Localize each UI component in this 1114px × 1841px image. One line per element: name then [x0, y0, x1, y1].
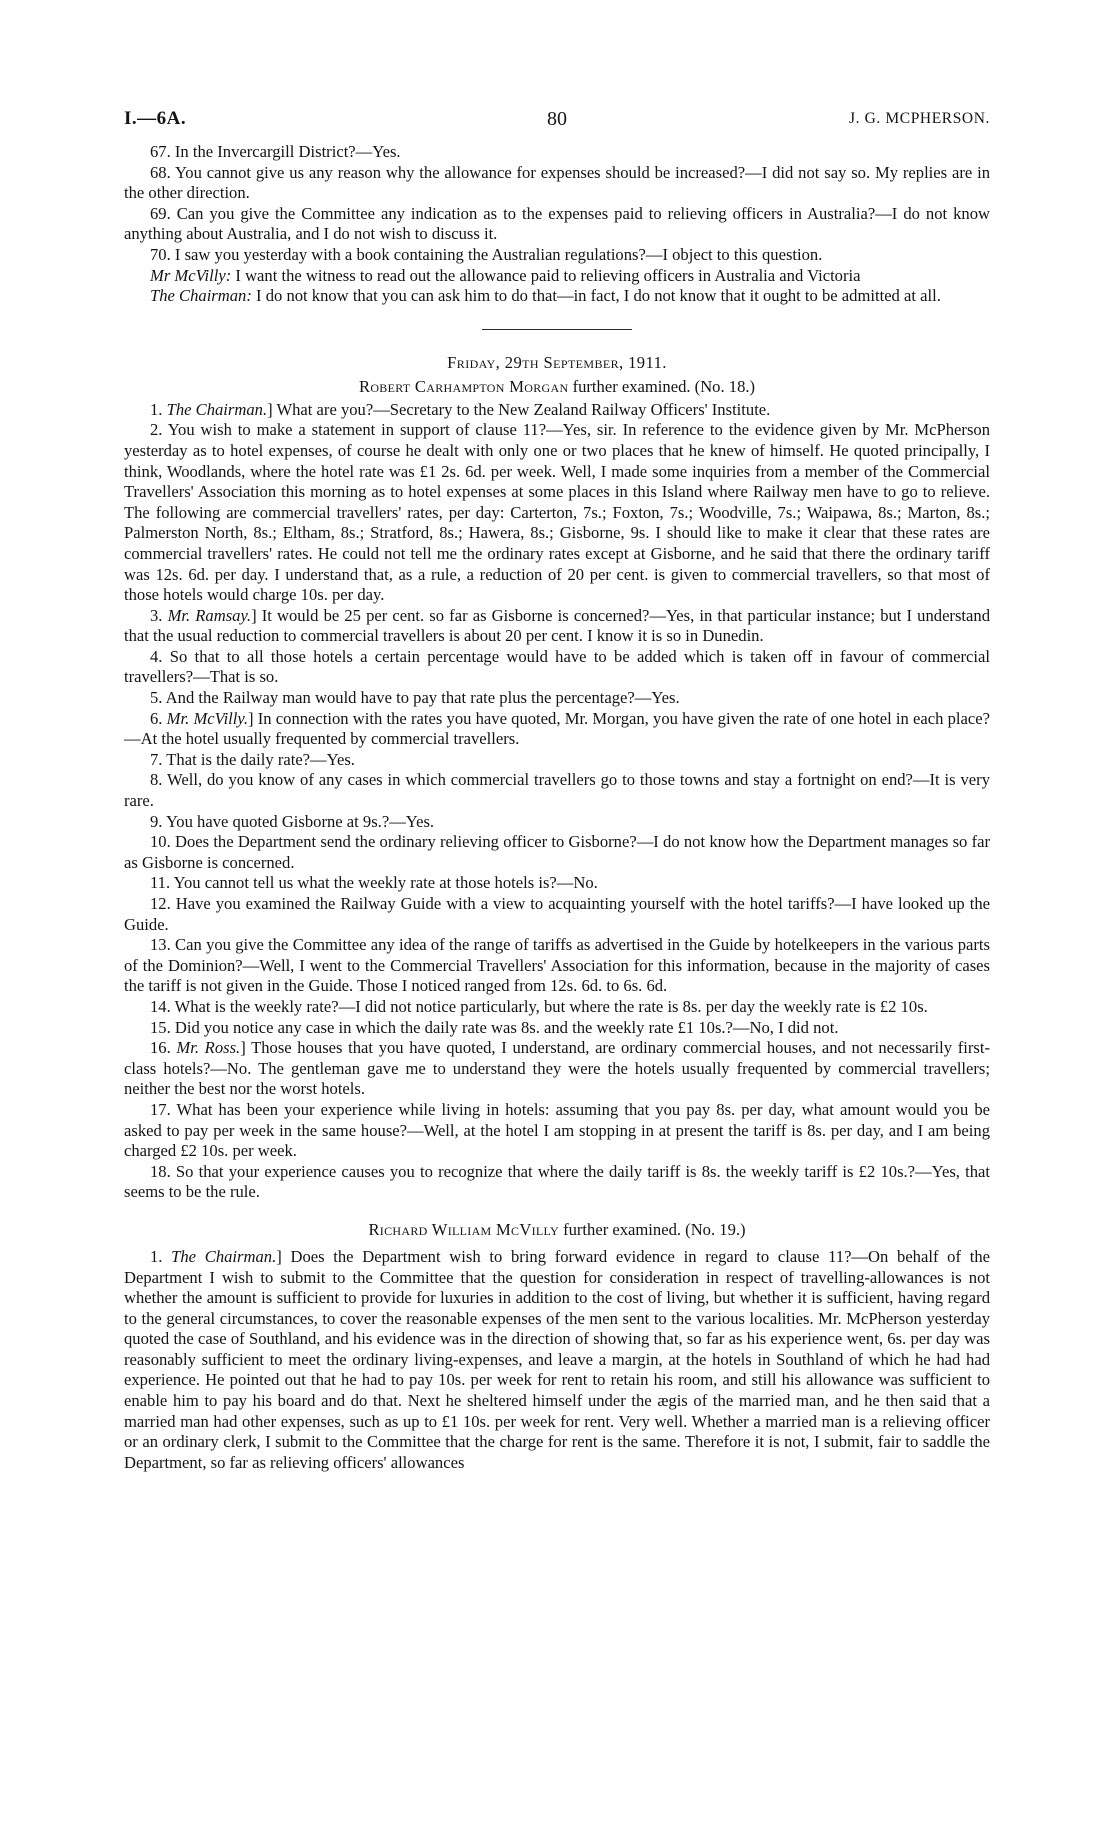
- question-number: 1.: [150, 399, 167, 419]
- paragraph-text: 8. Well, do you know of any cases in which commercial travellers go to those towns and stay a fortnight on end?—It is very rare.: [124, 770, 990, 811]
- speaker-name: Mr. Ramsay.: [167, 605, 252, 625]
- paragraph-text: 9. You have quoted Gisborne at 9s.?—Yes.: [150, 811, 435, 831]
- question-number: 1.: [150, 1246, 172, 1266]
- evidence-paragraph: [124, 420, 990, 605]
- page-number: 80: [547, 108, 567, 130]
- evidence-paragraph: [124, 400, 990, 421]
- page-header: [124, 108, 990, 142]
- evidence-section-mcpherson: [124, 142, 990, 307]
- witness-name: Robert Carhampton Morgan: [358, 376, 569, 396]
- paragraph-text: 69. Can you give the Committee any indication as to the expenses paid to relieving officers in Australia?—I do not know anything about Australia, and I do not wish to discuss it.: [124, 203, 990, 244]
- paragraph-text: ] Does the Department wish to bring forward evidence in regard to clause 11?—On behalf of the Department I wish to submit to the Committee that the question for consideration in respect of travelling-allowances is not whether the amount is sufficient to provide for luxuries in addition to the cost of living, but whether it is sufficient, having regard to the general circumstances, to cover the reasonable expenses of the men sent to the various localities. Mr. McPherson yesterday quoted the case of Southland, and his evidence was in the direction of showing that, so far as his experience went, 6s. per day was reasonably sufficient to meet the ordinary living-expenses, and leave a margin, at the hotels in Southland of which he had had experience. He pointed out that he had to pay 10s. per week for rent to retain his room, and still his allowance was sufficient to enable him to pay his board and do that. Next he sheltered himself under the ægis of the married man, and he then said that a married man had other expenses, such as up to £1 10s. per week for rent. Very well. Whether a married man is a relieving officer or an ordinary clerk, I submit to the Committee that the charge for rent is the same. Therefore it is not, I submit, fair to saddle the Department, so far as relieving officers' allowances: [124, 1246, 990, 1472]
- document-reference: I.—6A.: [124, 108, 187, 129]
- paragraph-text: ] What are you?—Secretary to the New Zealand Railway Officers' Institute.: [267, 399, 771, 419]
- section-divider: [482, 329, 632, 330]
- paragraph-text: ] It would be 25 per cent. so far as Gisborne is concerned?—Yes, in that particular instance; but I understand that the usual reduction to commercial travellers is about 20 per cent. I know it is so in Dunedin.: [124, 605, 990, 646]
- evidence-paragraph: [124, 935, 990, 997]
- witness-heading-morgan: [124, 376, 990, 398]
- witness-heading-mcvilly: [124, 1219, 990, 1241]
- evidence-paragraph: [124, 204, 990, 245]
- evidence-section-morgan: [124, 400, 990, 1203]
- paragraph-text: 70. I saw you yesterday with a book containing the Australian regulations?—I object to this question.: [150, 244, 823, 264]
- question-number: 16.: [150, 1038, 177, 1058]
- paragraph-text: 11. You cannot tell us what the weekly rate at those hotels is?—No.: [150, 873, 598, 893]
- paragraph-text: 13. Can you give the Committee any idea of the range of tariffs as advertised in the Guide by hotelkeepers in the various parts of the Dominion?—Well, I went to the Commercial Travellers' Association for this information, because in the majority of cases the tariff is not given in the Guide. Those I noticed ranged from 12s. 6d. to 6s. 6d.: [124, 935, 990, 996]
- evidence-paragraph: [124, 266, 990, 287]
- paragraph-text: ] Those houses that you have quoted, I understand, are ordinary commercial houses, and not necessarily first-class hotels?—No. The gentleman gave me to understand they were the hotels usually frequented by commercial travellers; neither the best nor the worst hotels.: [124, 1038, 991, 1099]
- witness-examination-note: further examined. (No. 18.): [568, 376, 756, 396]
- paragraph-text: 17. What has been your experience while living in hotels: assuming that you pay 8s. per day, what amount would you be asked to pay per week in the same house?—Well, at the hotel I am stopping in at present the tariff is 8s. per day, and I am being charged £2 10s. per week.: [124, 1099, 990, 1161]
- paragraph-text: 10. Does the Department send the ordinary relieving officer to Gisborne?—I do not know how the Department manages so far as Gisborne is concerned.: [124, 832, 990, 872]
- evidence-paragraph: [124, 647, 990, 688]
- witness-examination-note: further examined. (No. 19.): [558, 1219, 746, 1239]
- paragraph-text: 67. In the Invercargill District?—Yes.: [150, 142, 401, 161]
- evidence-paragraph: [124, 606, 990, 647]
- evidence-paragraph: [124, 770, 990, 811]
- evidence-paragraph: [124, 812, 990, 833]
- evidence-paragraph: [124, 894, 990, 935]
- evidence-paragraph: [124, 750, 990, 771]
- paragraph-text: 2. You wish to make a statement in support of clause 11?—Yes, sir. In reference to the evidence given by Mr. McPherson yesterday as to hotel expenses, of course he dealt with only one or two places that he knew of himself. He quoted principally, I think, Woodlands, where the hotel rate was £1 2s. 6d. per week. Well, I made some inquiries from a member of the Commercial Travellers' Association this morning as to hotel expenses at some places in this Island where Railway men have to go to relieve. The following are commercial travellers' rates, per day: Carterton, 7s.; Foxton, 7s.; Woodville, 7s.; Waipawa, 8s.; Marton, 8s.; Palmerston North, 8s.; Eltham, 8s.; Stratford, 8s.; Hawera, 8s.; Gisborne, 9s. I should like to make it clear that these rates are commercial travellers' rates. He could not tell me the ordinary rates except at Gisborne, and he said that there the ordinary tariff was 12s. 6d. per day. I understand that, as a rule, a reduction of 20 per cent. is given to commercial travellers, so that most of those hotels would charge 10s. per day.: [124, 420, 990, 605]
- paragraph-text: 7. That is the daily rate?—Yes.: [150, 749, 355, 769]
- paragraph-text: 14. What is the weekly rate?—I did not notice particularly, but where the rate is 8s. per day the weekly rate is £2 10s.: [150, 996, 928, 1016]
- evidence-paragraph: [124, 997, 990, 1018]
- date-heading: Friday, 29th September, 1911.: [447, 352, 667, 372]
- evidence-paragraph: [124, 1100, 990, 1162]
- speaker-name: The Chairman.: [171, 1246, 277, 1266]
- evidence-paragraph: [124, 286, 990, 307]
- paragraph-text: I do not know that you can ask him to do that—in fact, I do not know that it ought to be admitted at all.: [251, 286, 941, 306]
- paragraph-text: 5. And the Railway man would have to pay that rate plus the percentage?—Yes.: [150, 688, 680, 708]
- speaker-name: Mr. Ross.: [176, 1038, 241, 1058]
- question-number: 3.: [150, 605, 168, 625]
- evidence-paragraph: [124, 1162, 990, 1203]
- question-number: 6.: [150, 708, 167, 728]
- speaker-name: The Chairman.: [166, 399, 268, 419]
- speaker-name: Mr McVilly:: [150, 265, 232, 285]
- paragraph-text: 15. Did you notice any case in which the daily rate was 8s. and the weekly rate £1 10s.?—No, I did not.: [150, 1017, 839, 1037]
- paragraph-text: 18. So that your experience causes you to recognize that where the daily tariff is 8s. the weekly tariff is £2 10s.?—Yes, that seems to be the rule.: [124, 1161, 990, 1202]
- evidence-paragraph: [124, 688, 990, 709]
- paragraph-text: 12. Have you examined the Railway Guide with a view to acquainting yourself with the hotel tariffs?—I have looked up the Guide.: [124, 894, 990, 934]
- evidence-paragraph: [124, 163, 990, 204]
- paragraph-text: ] In connection with the rates you have quoted, Mr. Morgan, you have given the rate of one hotel in each place?—At the hotel usually frequented by commercial travellers.: [124, 708, 991, 749]
- evidence-paragraph: [124, 873, 990, 894]
- evidence-paragraph: [124, 142, 990, 163]
- evidence-paragraph: [124, 245, 990, 266]
- witness-name: Richard William McVilly: [368, 1219, 559, 1239]
- evidence-paragraph: [124, 709, 990, 750]
- paragraph-text: I want the witness to read out the allowance paid to relieving officers in Australia and Victoria: [231, 265, 861, 285]
- evidence-paragraph: [124, 832, 990, 873]
- evidence-paragraph: [124, 1038, 990, 1100]
- speaker-name: Mr. McVilly.: [166, 708, 248, 728]
- evidence-section-mcvilly: [124, 1247, 990, 1474]
- paragraph-text: 4. So that to all those hotels a certain percentage would have to be added which is taken off in favour of commercial travellers?—That is so.: [124, 646, 990, 687]
- evidence-paragraph: [124, 1018, 990, 1039]
- paragraph-text: 68. You cannot give us any reason why the allowance for expenses should be increased?—I did not say so. My replies are in the other direction.: [124, 162, 990, 203]
- speaker-name: The Chairman:: [150, 286, 252, 306]
- evidence-paragraph: [124, 1247, 990, 1474]
- witness-running-head: J. G. MCPHERSON.: [849, 110, 990, 127]
